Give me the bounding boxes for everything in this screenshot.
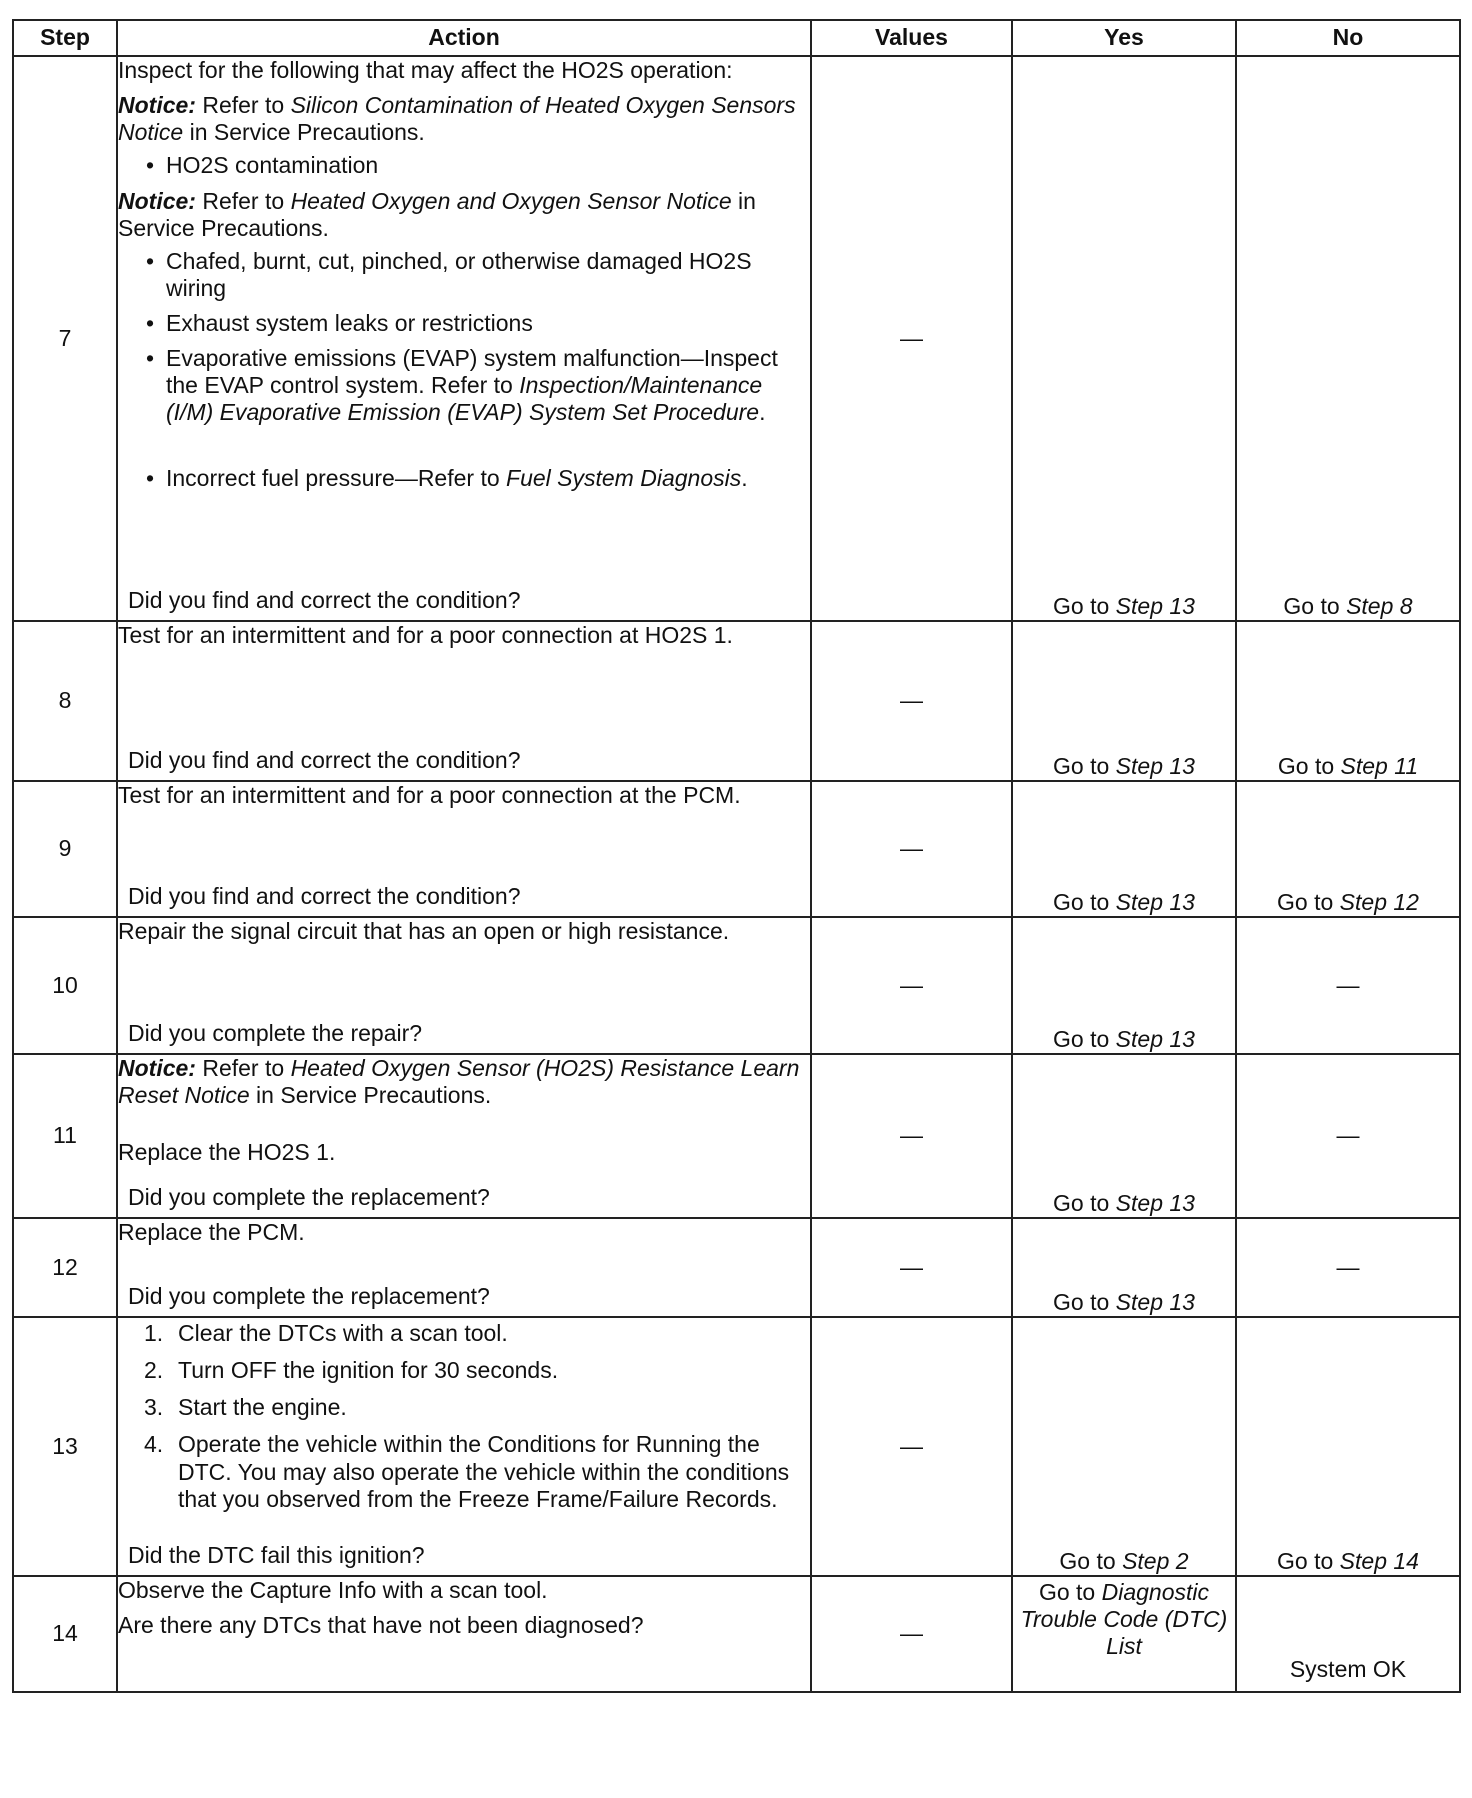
values-cell: — xyxy=(811,917,1012,1054)
numbered-list xyxy=(118,1320,810,1513)
header-values: Values xyxy=(811,20,1012,56)
go-to-step-link[interactable]: Step 13 xyxy=(1115,1189,1195,1216)
go-to-step-link[interactable]: Step 14 xyxy=(1339,1547,1419,1574)
action-text: Inspect for the following that may affect the HO2S operation: xyxy=(118,57,733,83)
yes-text: Go to xyxy=(1053,752,1116,779)
action-cell xyxy=(117,621,811,781)
header-yes: Yes xyxy=(1012,20,1236,56)
go-to-step-link[interactable]: Step 2 xyxy=(1122,1547,1189,1574)
action-cell xyxy=(117,1054,811,1218)
list-number: 2. xyxy=(144,1357,164,1384)
procedure-reference-link[interactable]: Inspection/Maintenance (I/M) Evaporative Emission (EVAP) System Set Procedure xyxy=(166,372,763,426)
step-number: 13 xyxy=(13,1317,117,1576)
yes-cell xyxy=(1012,621,1236,781)
dtc-list-link[interactable]: Diagnostic Trouble Code (DTC) List xyxy=(1020,1579,1228,1660)
list-item-text: Clear the DTCs with a scan tool. xyxy=(178,1320,508,1346)
header-action: Action xyxy=(117,20,811,56)
yes-cell xyxy=(1012,1218,1236,1317)
action-cell xyxy=(117,1317,811,1576)
list-number: 1. xyxy=(144,1320,164,1346)
list-item: • Chafed, burnt, cut, pinched, or otherwise damaged HO2S wiring xyxy=(166,248,810,302)
action-cell xyxy=(117,56,811,621)
values-cell: — xyxy=(811,1218,1012,1317)
no-cell xyxy=(1236,781,1460,917)
question-text: Did you find and correct the condition? xyxy=(128,882,521,909)
bullet-list xyxy=(118,248,810,492)
list-item: • HO2S contamination xyxy=(166,152,810,179)
no-cell: System OK xyxy=(1236,1576,1460,1692)
action-text: Repair the signal circuit that has an open or high resistance. xyxy=(118,918,730,944)
list-item-text: Evaporative emissions (EVAP) system malfunction—Inspect the EVAP control system. Refer to xyxy=(166,345,778,399)
action-cell xyxy=(117,781,811,917)
list-item xyxy=(144,1431,810,1512)
go-to-step-link[interactable]: Step 8 xyxy=(1346,592,1413,619)
list-item-text: . xyxy=(759,399,766,426)
yes-text: Go to xyxy=(1053,592,1116,619)
go-to-step-link[interactable]: Step 13 xyxy=(1115,1288,1195,1315)
yes-text: Go to xyxy=(1053,1189,1116,1216)
question-text: Did you complete the replacement? xyxy=(128,1282,490,1309)
no-cell: — xyxy=(1236,917,1460,1054)
notice-paragraph xyxy=(118,1055,810,1109)
values-cell: — xyxy=(811,621,1012,781)
bullet-list xyxy=(118,152,810,179)
step-number: 8 xyxy=(13,621,117,781)
notice-text: in Service Precautions. xyxy=(118,187,756,241)
list-item-text: Operate the vehicle within the Conditions for Running the DTC. You may also operate the vehicle within the conditions that you observed from the Freeze Frame/Failure Records. xyxy=(178,1431,790,1512)
action-text: Replace the HO2S 1. xyxy=(118,1139,336,1166)
go-to-step-link[interactable]: Step 13 xyxy=(1115,592,1195,619)
header-no: No xyxy=(1236,20,1460,56)
yes-text: Go to xyxy=(1053,1288,1116,1315)
action-text: Test for an intermittent and for a poor connection at HO2S 1. xyxy=(118,622,733,648)
table-row-step-7 xyxy=(13,56,1460,621)
question-text: Did you complete the replacement? xyxy=(128,1183,490,1210)
list-item xyxy=(144,1357,810,1384)
yes-cell xyxy=(1012,781,1236,917)
yes-cell xyxy=(1012,1317,1236,1576)
notice-paragraph xyxy=(118,188,810,242)
no-cell: — xyxy=(1236,1218,1460,1317)
step-number: 11 xyxy=(13,1054,117,1218)
diagnostic-table xyxy=(12,19,1461,1693)
question-text: Did you find and correct the condition? xyxy=(128,586,521,613)
list-item xyxy=(166,345,810,426)
notice-text: in Service Precautions. xyxy=(183,119,425,146)
list-item xyxy=(166,465,810,492)
table-row-step-13 xyxy=(13,1317,1460,1576)
go-to-step-link[interactable]: Step 13 xyxy=(1115,1025,1195,1052)
values-cell: — xyxy=(811,1054,1012,1218)
no-text: Go to xyxy=(1277,1547,1340,1574)
yes-cell xyxy=(1012,917,1236,1054)
table-row-step-9 xyxy=(13,781,1460,917)
notice-label: Notice: xyxy=(118,187,196,214)
action-text: Replace the PCM. xyxy=(118,1219,305,1245)
action-cell xyxy=(117,1576,811,1692)
no-text: Go to xyxy=(1277,752,1341,779)
notice-reference-link[interactable]: Silicon Contamination of Heated Oxygen Sensors Notice xyxy=(118,92,796,146)
step-number: 12 xyxy=(13,1218,117,1317)
list-number: 4. xyxy=(144,1431,164,1458)
notice-reference-link[interactable]: Heated Oxygen and Oxygen Sensor Notice xyxy=(290,187,732,214)
no-cell: — xyxy=(1236,1054,1460,1218)
values-cell: — xyxy=(811,781,1012,917)
table-row-step-10 xyxy=(13,917,1460,1054)
yes-text: Go to xyxy=(1059,1547,1123,1574)
no-cell xyxy=(1236,621,1460,781)
table-row-step-11 xyxy=(13,1054,1460,1218)
list-item-text: Incorrect fuel pressure—Refer to xyxy=(166,464,507,491)
list-item xyxy=(144,1394,810,1421)
values-cell: — xyxy=(811,1317,1012,1576)
action-text: Test for an intermittent and for a poor connection at the PCM. xyxy=(118,782,741,808)
yes-cell xyxy=(1012,1054,1236,1218)
go-to-step-link[interactable]: Step 11 xyxy=(1340,752,1419,779)
yes-cell xyxy=(1012,1576,1236,1692)
yes-cell xyxy=(1012,56,1236,621)
step-number: 9 xyxy=(13,781,117,917)
step-number: 10 xyxy=(13,917,117,1054)
question-text: Did you find and correct the condition? xyxy=(128,746,521,773)
list-item-text: . xyxy=(741,464,748,491)
no-cell xyxy=(1236,56,1460,621)
action-cell xyxy=(117,917,811,1054)
no-text: Go to xyxy=(1283,592,1347,619)
list-item-text: Turn OFF the ignition for 30 seconds. xyxy=(178,1357,559,1384)
list-item-text: Start the engine. xyxy=(178,1394,347,1421)
notice-reference-link[interactable]: Heated Oxygen Sensor (HO2S) Resistance Learn Reset Notice xyxy=(118,1055,800,1109)
list-item: • Exhaust system leaks or restrictions xyxy=(166,310,810,337)
notice-text: Refer to xyxy=(195,1055,291,1081)
values-cell: — xyxy=(811,56,1012,621)
question-text: Did you complete the repair? xyxy=(128,1019,423,1046)
header-step: Step xyxy=(13,20,117,56)
step-number: 7 xyxy=(13,56,117,621)
table-row-step-12 xyxy=(13,1218,1460,1317)
notice-paragraph xyxy=(118,92,810,146)
table-row-step-14 xyxy=(13,1576,1460,1692)
notice-label: Notice: xyxy=(118,1055,196,1081)
notice-text: Refer to xyxy=(195,187,291,214)
table-row-step-8 xyxy=(13,621,1460,781)
action-text: Observe the Capture Info with a scan tool. xyxy=(118,1577,548,1603)
notice-text: Refer to xyxy=(195,92,291,119)
yes-text: Go to xyxy=(1038,1579,1102,1605)
action-cell xyxy=(117,1218,811,1317)
no-text: Go to xyxy=(1277,888,1340,915)
yes-text: Go to xyxy=(1053,1025,1116,1052)
list-number: 3. xyxy=(144,1394,164,1421)
go-to-step-link[interactable]: Step 13 xyxy=(1115,888,1195,915)
values-cell: — xyxy=(811,1576,1012,1692)
step-number: 14 xyxy=(13,1576,117,1692)
notice-label: Notice: xyxy=(118,92,196,119)
no-cell xyxy=(1236,1317,1460,1576)
question-text: Are there any DTCs that have not been diagnosed? xyxy=(118,1612,644,1639)
notice-text: in Service Precautions. xyxy=(249,1082,492,1109)
yes-text: Go to xyxy=(1053,888,1116,915)
question-text: Did the DTC fail this ignition? xyxy=(128,1541,425,1568)
list-item xyxy=(144,1320,810,1347)
header-row xyxy=(13,20,1460,56)
go-to-step-link[interactable]: Step 12 xyxy=(1339,888,1419,915)
procedure-reference-link[interactable]: Fuel System Diagnosis xyxy=(506,464,742,491)
go-to-step-link[interactable]: Step 13 xyxy=(1115,752,1195,779)
